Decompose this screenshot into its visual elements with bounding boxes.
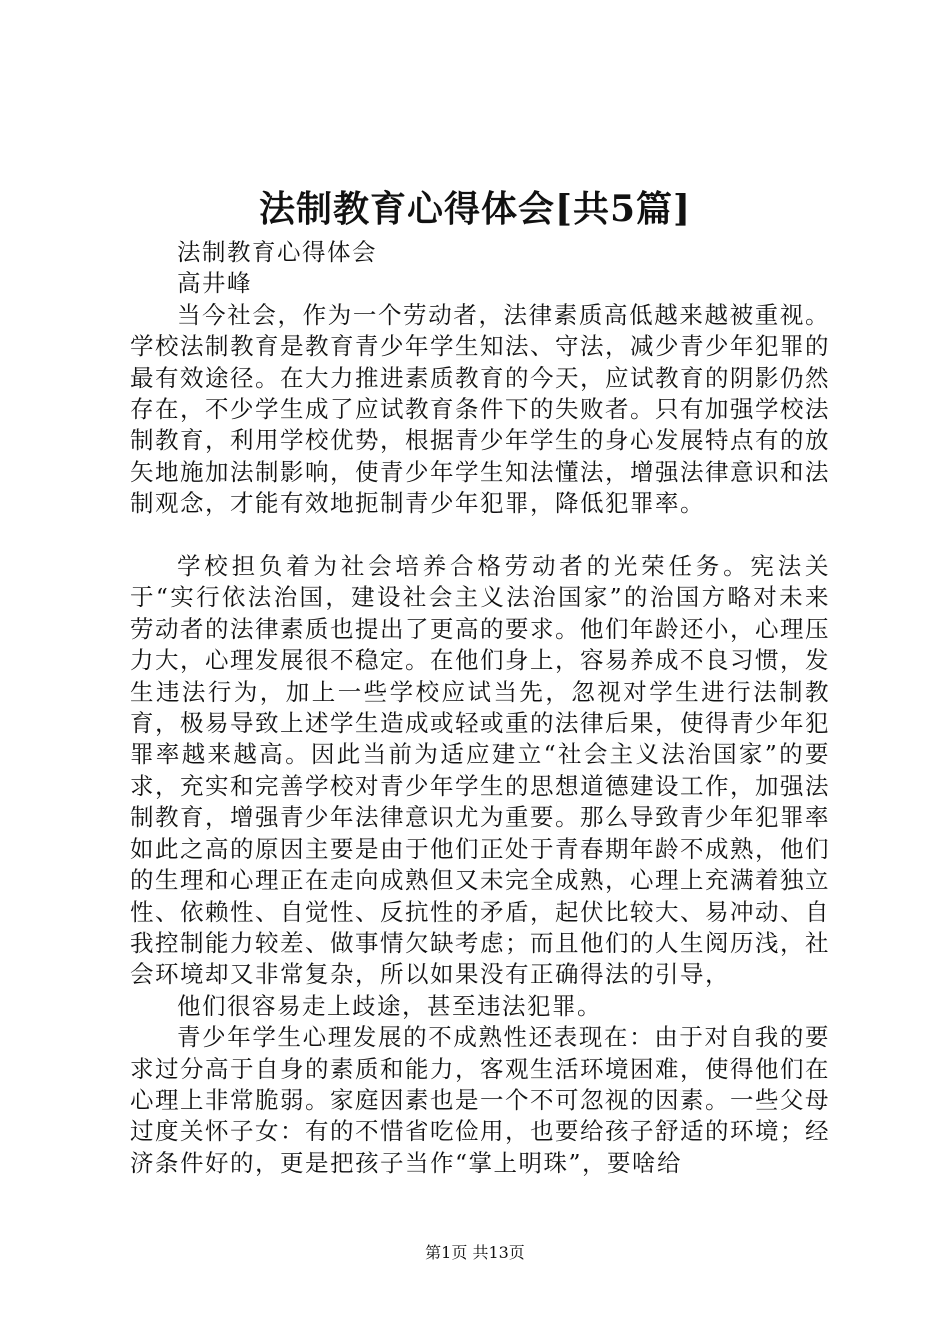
document-body <box>130 237 830 1179</box>
document-title: 法制教育心得体会[共5篇] <box>258 188 692 230</box>
document-author: 高井峰 <box>177 269 252 298</box>
document-subtitle: 法制教育心得体会 <box>177 238 377 266</box>
paragraph-3: 他们很容易走上歧途，甚至违法犯罪。 <box>177 991 602 1020</box>
page-footer: 第1页 共13页 <box>425 1243 525 1262</box>
paragraph-1: 当今社会，作为一个劳动者，法律素质高低越来越被重视。学校法制教育是教育青少年学生知法、守法，减少青少年犯罪的最有效途径。在大力推进素质教育的今天，应试教育的阴影仍然存在，不少学生成了应试教育条件下的失败者。只有加强学校法制教育，利用学校优势，根据青少年学生的身心发展特点有的放矢地施加法制影响，使青少年学生知法懂法，增强法律意识和法制观念，才能有效地扼制青少年犯罪，降低犯罪率。 <box>130 300 830 518</box>
paragraph-4: 青少年学生心理发展的不成熟性还表现在：由于对自我的要求过分高于自身的素质和能力，客观生活环境困难，使得他们在心理上非常脆弱。家庭因素也是一个不可忽视的因素。一些父母过度关怀子女：有的不惜省吃俭用，也要给孩子舒适的环境；经济条件好的，更是把孩子当作“掌上明珠”，要啥给 <box>130 1023 830 1177</box>
paragraph-2: 学校担负着为社会培养合格劳动者的光荣任务。宪法关于“实行依法治国，建设社会主义法治国家”的治国方略对未来劳动者的法律素质也提出了更高的要求。他们年龄还小，心理压力大，心理发展很不稳定。在他们身上，容易养成不良习惯，发生违法行为，加上一些学校应试当先，忽视对学生进行法制教育，极易导致上述学生造成或轻或重的法律后果，使得青少年犯罪率越来越高。因此当前为适应建立“社会主义法治国家”的要求，充实和完善学校对青少年学生的思想道德建设工作，加强法制教育，增强青少年法律意识尤为重要。那么导致青少年犯罪率如此之高的原因主要是由于他们正处于青春期年龄不成熟，他们的生理和心理正在走向成熟但又未完全成熟，心理上充满着独立性、依赖性、自觉性、反抗性的矛盾，起伏比较大、易冲动、自我控制能力较差、做事情欠缺考虑；而且他们的人生阅历浅，社会环境却又非常复杂，所以如果没有正确得法的引导， <box>130 552 830 989</box>
paragraph-spacer <box>130 520 830 551</box>
